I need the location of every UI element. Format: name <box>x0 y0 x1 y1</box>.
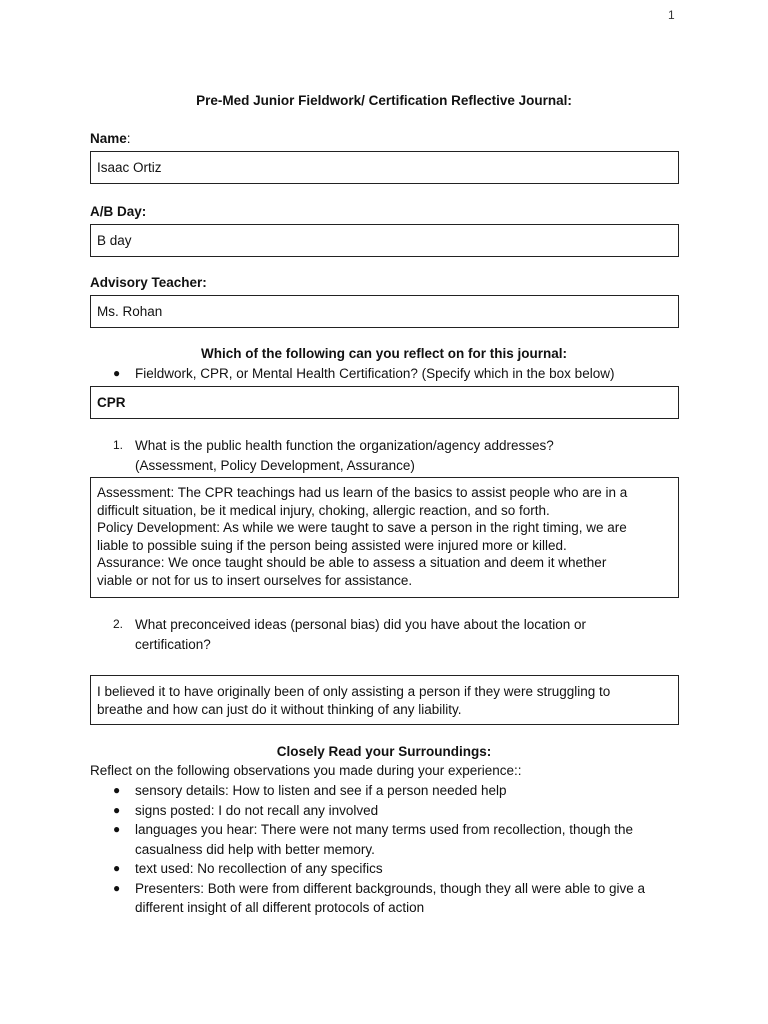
observation-text: Presenters: Both were from different backgrounds, though they all were able to give a different insight of all different protocols of action <box>135 880 646 915</box>
surroundings-heading: Closely Read your Surroundings: <box>276 744 492 759</box>
name-value: Isaac Ortiz <box>97 160 162 175</box>
bullet-icon: ● <box>113 861 121 875</box>
page-number: 1 <box>668 8 675 22</box>
ab-day-value: B day <box>97 233 132 248</box>
reflect-bullet <box>113 366 614 381</box>
observation-text: text used: No recollection of any specifics <box>135 861 383 876</box>
bullet-icon: ● <box>113 366 121 380</box>
observations-list <box>113 781 683 918</box>
question-2-line-1: What preconceived ideas (personal bias) did you have about the location or <box>135 617 587 632</box>
name-label-text: Name <box>90 131 127 146</box>
bullet-icon: ● <box>113 783 121 797</box>
ab-day-field[interactable] <box>90 224 679 257</box>
question-2 <box>113 615 586 654</box>
list-item <box>113 820 683 859</box>
bullet-icon: ● <box>113 880 121 895</box>
surroundings-intro: Reflect on the following observations you made during your experience:: <box>90 763 522 778</box>
name-label: Name: <box>90 131 131 146</box>
name-field[interactable] <box>90 151 679 184</box>
q1-answer-line: Assurance: We once taught should be able to assess a situation and deem it whether <box>97 555 607 570</box>
list-item <box>113 879 683 918</box>
reflect-answer-field[interactable] <box>90 386 679 419</box>
question-2-answer-field[interactable] <box>90 675 679 725</box>
question-1 <box>113 436 554 475</box>
observation-text: sensory details: How to listen and see if a person needed help <box>135 783 507 798</box>
q2-answer-line: I believed it to have originally been of only assisting a person if they were struggling to <box>97 684 611 699</box>
list-item <box>113 781 683 801</box>
reflect-answer-value: CPR <box>97 395 126 410</box>
q1-answer-line: difficult situation, be it medical injury, choking, allergic reaction, and so forth. <box>97 502 550 518</box>
question-1-answer-field[interactable] <box>90 477 679 598</box>
bullet-icon: ● <box>113 802 121 817</box>
reflect-bullet-text: Fieldwork, CPR, or Mental Health Certification? (Specify which in the box below) <box>135 366 615 381</box>
list-item <box>113 859 683 879</box>
question-1-line-1: What is the public health function the organization/agency addresses? <box>135 438 554 453</box>
reflect-question: Which of the following can you reflect on for this journal: <box>201 346 567 361</box>
q1-answer-line: liable to possible suing if the person being assisted were injured more or killed. <box>97 537 567 553</box>
observation-text: languages you hear: There were not many terms used from recollection, though the casualness did help with better memory. <box>135 822 634 857</box>
q1-answer-line: Policy Development: As while we were taught to save a person in the right timing, we are <box>97 520 627 535</box>
advisory-teacher-field[interactable] <box>90 295 679 328</box>
question-2-line-2: certification? <box>135 636 211 652</box>
page-title: Pre-Med Junior Fieldwork/ Certification Reflective Journal: <box>196 93 572 108</box>
question-1-number: 1. <box>113 438 124 452</box>
observation-text: signs posted: I do not recall any involved <box>135 802 379 818</box>
q2-answer-line: breathe and how can just do it without thinking of any liability. <box>97 701 462 717</box>
question-1-line-2: (Assessment, Policy Development, Assurance) <box>135 457 415 473</box>
ab-day-label: A/B Day: <box>90 204 147 219</box>
bullet-icon: ● <box>113 822 121 836</box>
q1-answer-line: Assessment: The CPR teachings had us learn of the basics to assist people who are in a <box>97 485 628 500</box>
advisory-teacher-label: Advisory Teacher: <box>90 275 207 290</box>
q1-answer-line: viable or not for us to insert ourselves for assistance. <box>97 572 413 588</box>
question-2-number: 2. <box>113 617 124 631</box>
list-item <box>113 801 683 821</box>
advisory-teacher-value: Ms. Rohan <box>97 304 163 319</box>
